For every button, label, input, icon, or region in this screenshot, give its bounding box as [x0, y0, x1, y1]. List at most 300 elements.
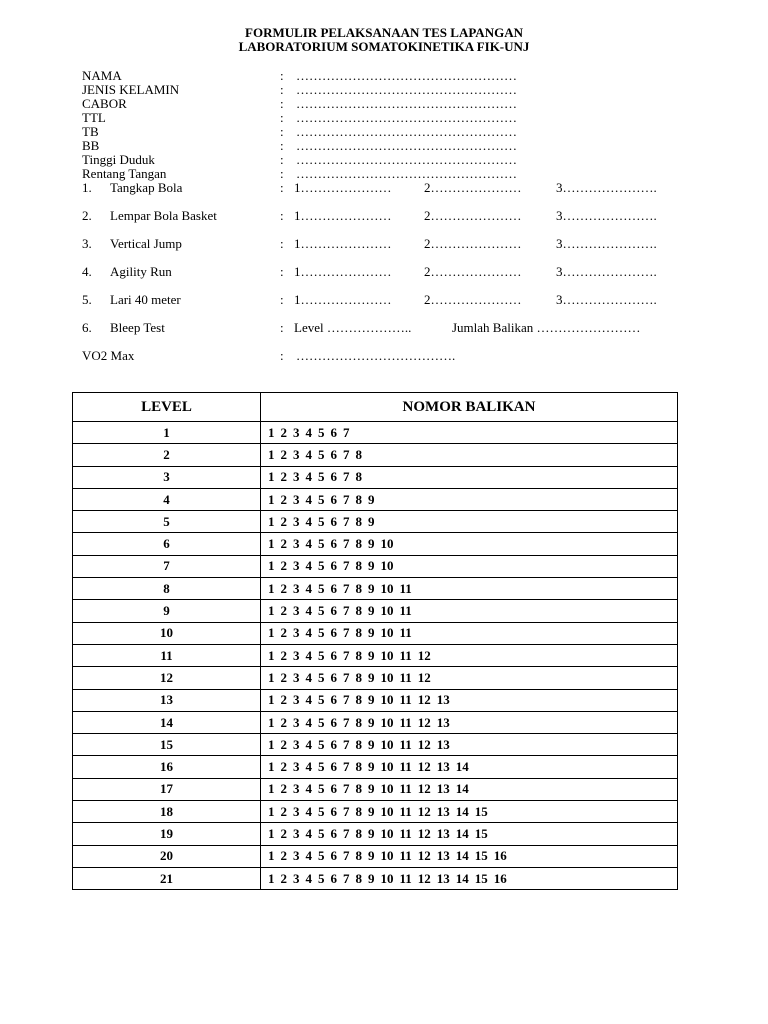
- balikan-number[interactable]: 11: [399, 625, 412, 641]
- balikan-number[interactable]: 9: [368, 580, 375, 596]
- balikan-number[interactable]: 4: [305, 491, 312, 507]
- field-blank[interactable]: ……………………………………………: [296, 138, 517, 153]
- level-cell: 10: [73, 622, 261, 644]
- balikan-number[interactable]: 10: [380, 714, 394, 730]
- table-row: [73, 511, 678, 533]
- balikan-number[interactable]: 6: [330, 625, 337, 641]
- balikan-number[interactable]: 15: [474, 825, 488, 841]
- trial-3-blank[interactable]: 3………………….: [556, 264, 657, 279]
- balikan-cell: [261, 689, 678, 711]
- balikan-number[interactable]: 4: [305, 803, 312, 819]
- balikan-number[interactable]: 1: [268, 714, 275, 730]
- balikan-number[interactable]: 4: [305, 870, 312, 886]
- balikan-number[interactable]: 14: [455, 781, 469, 797]
- balikan-number[interactable]: 13: [436, 781, 450, 797]
- balikan-number[interactable]: 2: [280, 714, 287, 730]
- balikan-number[interactable]: 8: [355, 848, 362, 864]
- balikan-number[interactable]: 7: [343, 536, 350, 552]
- balikan-number[interactable]: 2: [280, 603, 287, 619]
- balikan-number[interactable]: 4: [305, 714, 312, 730]
- balikan-number[interactable]: 9: [368, 781, 375, 797]
- balikan-number[interactable]: 1: [268, 669, 275, 685]
- balikan-number[interactable]: 1: [268, 759, 275, 775]
- balikan-number[interactable]: 8: [355, 647, 362, 663]
- table-row: [73, 533, 678, 555]
- balikan-number[interactable]: 7: [343, 870, 350, 886]
- balikan-number[interactable]: 4: [305, 848, 312, 864]
- balikan-number[interactable]: 3: [293, 558, 300, 574]
- balikan-number[interactable]: 2: [280, 692, 287, 708]
- balikan-number[interactable]: 7: [343, 781, 350, 797]
- balikan-number[interactable]: 6: [330, 647, 337, 663]
- balikan-number[interactable]: 10: [380, 558, 394, 574]
- balikan-number[interactable]: 5: [318, 647, 325, 663]
- balikan-number[interactable]: 11: [399, 692, 412, 708]
- balikan-number[interactable]: 2: [280, 536, 287, 552]
- balikan-number[interactable]: 8: [355, 536, 362, 552]
- trial-3-blank[interactable]: 3………………….: [556, 208, 657, 223]
- balikan-number[interactable]: 5: [318, 825, 325, 841]
- balikan-number[interactable]: 4: [305, 781, 312, 797]
- balikan-number[interactable]: 3: [293, 513, 300, 529]
- balikan-number[interactable]: 5: [318, 848, 325, 864]
- balikan-number[interactable]: 13: [436, 870, 450, 886]
- balikan-number[interactable]: 12: [417, 759, 431, 775]
- balikan-number[interactable]: 5: [318, 625, 325, 641]
- balikan-number[interactable]: 7: [343, 580, 350, 596]
- balikan-number[interactable]: 10: [380, 647, 394, 663]
- balikan-number[interactable]: 12: [417, 692, 431, 708]
- balikan-number[interactable]: 4: [305, 669, 312, 685]
- table-row: [73, 689, 678, 711]
- balikan-number[interactable]: 15: [474, 803, 488, 819]
- level-cell: 4: [73, 488, 261, 510]
- balikan-number[interactable]: 8: [355, 781, 362, 797]
- balikan-number[interactable]: 5: [318, 870, 325, 886]
- balikan-number[interactable]: 8: [355, 446, 362, 462]
- balikan-cell: [261, 600, 678, 622]
- balikan-number[interactable]: 11: [399, 580, 412, 596]
- balikan-number[interactable]: 8: [355, 580, 362, 596]
- balikan-number[interactable]: 5: [318, 803, 325, 819]
- balikan-number[interactable]: 1: [268, 424, 275, 440]
- balikan-number[interactable]: 6: [330, 781, 337, 797]
- balikan-number[interactable]: 5: [318, 424, 325, 440]
- level-cell: 12: [73, 667, 261, 689]
- balikan-number[interactable]: 10: [380, 825, 394, 841]
- balikan-number[interactable]: 7: [343, 759, 350, 775]
- trial-3-blank[interactable]: 3………………….: [556, 292, 657, 307]
- balikan-number[interactable]: 1: [268, 446, 275, 462]
- balikan-number[interactable]: 9: [368, 736, 375, 752]
- balikan-number[interactable]: 7: [343, 491, 350, 507]
- balikan-number[interactable]: 16: [493, 848, 507, 864]
- balikan-number[interactable]: 7: [343, 692, 350, 708]
- balikan-number[interactable]: 3: [293, 803, 300, 819]
- balikan-number[interactable]: 12: [417, 803, 431, 819]
- balikan-number[interactable]: 4: [305, 736, 312, 752]
- balikan-number[interactable]: 1: [268, 647, 275, 663]
- balikan-number[interactable]: 11: [399, 781, 412, 797]
- balikan-number[interactable]: 9: [368, 825, 375, 841]
- trial-1-blank[interactable]: 1…………………: [294, 208, 392, 223]
- balikan-number[interactable]: 12: [417, 669, 431, 685]
- balikan-number[interactable]: 5: [318, 558, 325, 574]
- table-row: [73, 555, 678, 577]
- balikan-number[interactable]: 7: [343, 625, 350, 641]
- balikan-number[interactable]: 2: [280, 446, 287, 462]
- trial-2-blank[interactable]: 2…………………: [424, 236, 522, 251]
- balikan-number[interactable]: 9: [368, 870, 375, 886]
- balikan-number[interactable]: 12: [417, 714, 431, 730]
- balikan-number[interactable]: 7: [343, 736, 350, 752]
- trial-3-blank[interactable]: 3………………….: [556, 236, 657, 251]
- balikan-number[interactable]: 8: [355, 669, 362, 685]
- field-blank[interactable]: ……………………………………………: [296, 82, 517, 97]
- balikan-number[interactable]: 8: [355, 558, 362, 574]
- balikan-number[interactable]: 9: [368, 714, 375, 730]
- balikan-number[interactable]: 7: [343, 669, 350, 685]
- balikan-number[interactable]: 10: [380, 692, 394, 708]
- balikan-number[interactable]: 11: [399, 825, 412, 841]
- balikan-number[interactable]: 2: [280, 513, 287, 529]
- balikan-number[interactable]: 4: [305, 558, 312, 574]
- balikan-number[interactable]: 7: [343, 848, 350, 864]
- balikan-number[interactable]: 5: [318, 781, 325, 797]
- balikan-number[interactable]: 3: [293, 469, 300, 485]
- balikan-number[interactable]: 5: [318, 580, 325, 596]
- balikan-number[interactable]: 14: [455, 848, 469, 864]
- balikan-number[interactable]: 3: [293, 625, 300, 641]
- balikan-number[interactable]: 8: [355, 625, 362, 641]
- balikan-number[interactable]: 11: [399, 714, 412, 730]
- balikan-number[interactable]: 4: [305, 513, 312, 529]
- balikan-number[interactable]: 2: [280, 848, 287, 864]
- balikan-number[interactable]: 6: [330, 603, 337, 619]
- field-label: BB: [82, 138, 100, 153]
- balikan-number[interactable]: 9: [368, 536, 375, 552]
- trial-2-blank[interactable]: 2…………………: [424, 264, 522, 279]
- balikan-number[interactable]: 5: [318, 469, 325, 485]
- balikan-number[interactable]: 13: [436, 848, 450, 864]
- balikan-number[interactable]: 12: [417, 736, 431, 752]
- balikan-number[interactable]: 5: [318, 491, 325, 507]
- balikan-number[interactable]: 10: [380, 759, 394, 775]
- balikan-number[interactable]: 3: [293, 536, 300, 552]
- table-row: [73, 734, 678, 756]
- balikan-number[interactable]: 5: [318, 513, 325, 529]
- field-label: NAMA: [82, 68, 122, 83]
- balikan-number[interactable]: 9: [368, 513, 375, 529]
- balikan-number[interactable]: 2: [280, 736, 287, 752]
- balikan-number[interactable]: 7: [343, 647, 350, 663]
- balikan-number[interactable]: 3: [293, 424, 300, 440]
- balikan-number[interactable]: 3: [293, 825, 300, 841]
- balikan-number[interactable]: 6: [330, 669, 337, 685]
- balikan-number[interactable]: 4: [305, 759, 312, 775]
- balikan-number[interactable]: 8: [355, 603, 362, 619]
- balikan-number[interactable]: 12: [417, 870, 431, 886]
- balikan-number[interactable]: 3: [293, 692, 300, 708]
- trial-2-blank[interactable]: 2…………………: [424, 292, 522, 307]
- field-blank[interactable]: ……………………………………………: [296, 124, 517, 139]
- balikan-number[interactable]: 6: [330, 736, 337, 752]
- balikan-number[interactable]: 2: [280, 491, 287, 507]
- balikan-number[interactable]: 9: [368, 803, 375, 819]
- balikan-number[interactable]: 10: [380, 669, 394, 685]
- level-cell: 2: [73, 444, 261, 466]
- balikan-number[interactable]: 14: [455, 825, 469, 841]
- balikan-number[interactable]: 7: [343, 469, 350, 485]
- balikan-number[interactable]: 2: [280, 803, 287, 819]
- balikan-number[interactable]: 11: [399, 848, 412, 864]
- balikan-number[interactable]: 2: [280, 647, 287, 663]
- balikan-number[interactable]: 8: [355, 870, 362, 886]
- balikan-number[interactable]: 14: [455, 870, 469, 886]
- balikan-number[interactable]: 4: [305, 469, 312, 485]
- balikan-number[interactable]: 15: [474, 870, 488, 886]
- balikan-number[interactable]: 12: [417, 825, 431, 841]
- level-blank[interactable]: Level ………………..: [294, 320, 412, 335]
- balikan-number[interactable]: 6: [330, 513, 337, 529]
- balikan-number[interactable]: 10: [380, 870, 394, 886]
- balikan-number[interactable]: 3: [293, 491, 300, 507]
- balikan-number[interactable]: 11: [399, 669, 412, 685]
- test-number: 1.: [82, 180, 92, 195]
- balikan-number[interactable]: 9: [368, 603, 375, 619]
- balikan-number[interactable]: 7: [343, 424, 350, 440]
- balikan-number[interactable]: 13: [436, 825, 450, 841]
- balikan-number[interactable]: 7: [343, 714, 350, 730]
- balikan-number[interactable]: 5: [318, 736, 325, 752]
- balikan-number[interactable]: 1: [268, 558, 275, 574]
- balikan-number[interactable]: 4: [305, 446, 312, 462]
- balikan-number[interactable]: 12: [417, 848, 431, 864]
- balikan-number[interactable]: 2: [280, 870, 287, 886]
- balikan-number[interactable]: 6: [330, 714, 337, 730]
- balikan-number[interactable]: 11: [399, 803, 412, 819]
- balikan-number[interactable]: 6: [330, 446, 337, 462]
- table-body: [73, 422, 678, 890]
- balikan-number[interactable]: 1: [268, 603, 275, 619]
- field-blank[interactable]: ……………………………………………: [296, 166, 517, 181]
- balikan-number[interactable]: 1: [268, 692, 275, 708]
- balikan-number[interactable]: 14: [455, 803, 469, 819]
- balikan-number[interactable]: 6: [330, 558, 337, 574]
- balikan-number[interactable]: 1: [268, 625, 275, 641]
- field-colon: :: [280, 320, 284, 335]
- balikan-number[interactable]: 10: [380, 736, 394, 752]
- balikan-number[interactable]: 8: [355, 491, 362, 507]
- balikan-number[interactable]: 12: [417, 647, 431, 663]
- balikan-number[interactable]: 9: [368, 625, 375, 641]
- balikan-number[interactable]: 6: [330, 870, 337, 886]
- balikan-number[interactable]: 9: [368, 692, 375, 708]
- balikan-number[interactable]: 8: [355, 759, 362, 775]
- balikan-number[interactable]: 10: [380, 781, 394, 797]
- balikan-number[interactable]: 5: [318, 692, 325, 708]
- balikan-number[interactable]: 15: [474, 848, 488, 864]
- balikan-number[interactable]: 7: [343, 446, 350, 462]
- table-row: [73, 756, 678, 778]
- field-blank[interactable]: ……………………………………………: [296, 152, 517, 167]
- balikan-number[interactable]: 10: [380, 603, 394, 619]
- balikan-number[interactable]: 4: [305, 424, 312, 440]
- field-blank[interactable]: ……………………………………………: [296, 96, 517, 111]
- balikan-number[interactable]: 1: [268, 803, 275, 819]
- balikan-number[interactable]: 7: [343, 513, 350, 529]
- balikan-number[interactable]: 8: [355, 513, 362, 529]
- field-blank[interactable]: ……………………………………………: [296, 110, 517, 125]
- balikan-number[interactable]: 3: [293, 736, 300, 752]
- balikan-number[interactable]: 10: [380, 580, 394, 596]
- trial-1-blank[interactable]: 1…………………: [294, 292, 392, 307]
- balikan-number[interactable]: 6: [330, 491, 337, 507]
- balikan-number[interactable]: 10: [380, 536, 394, 552]
- balikan-number[interactable]: 3: [293, 446, 300, 462]
- balikan-number[interactable]: 9: [368, 848, 375, 864]
- field-colon: :: [280, 236, 284, 251]
- level-cell: 18: [73, 801, 261, 823]
- balikan-number[interactable]: 2: [280, 625, 287, 641]
- balikan-number[interactable]: 11: [399, 759, 412, 775]
- balikan-number[interactable]: 2: [280, 424, 287, 440]
- balikan-number[interactable]: 5: [318, 669, 325, 685]
- table-row: [73, 578, 678, 600]
- balikan-number[interactable]: 7: [343, 603, 350, 619]
- balikan-number[interactable]: 13: [436, 759, 450, 775]
- level-cell: 19: [73, 823, 261, 845]
- balikan-cell: [261, 444, 678, 466]
- balikan-number[interactable]: 3: [293, 714, 300, 730]
- balikan-number[interactable]: 8: [355, 469, 362, 485]
- balikan-number[interactable]: 2: [280, 558, 287, 574]
- balikan-number[interactable]: 4: [305, 603, 312, 619]
- balikan-number[interactable]: 13: [436, 692, 450, 708]
- balikan-number[interactable]: 5: [318, 714, 325, 730]
- balikan-number[interactable]: 6: [330, 469, 337, 485]
- balikan-number[interactable]: 7: [343, 803, 350, 819]
- balikan-number[interactable]: 8: [355, 692, 362, 708]
- balikan-number[interactable]: 3: [293, 647, 300, 663]
- balikan-number[interactable]: 9: [368, 647, 375, 663]
- balikan-number[interactable]: 1: [268, 469, 275, 485]
- balikan-number[interactable]: 13: [436, 803, 450, 819]
- balikan-number[interactable]: 3: [293, 848, 300, 864]
- balikan-number[interactable]: 6: [330, 759, 337, 775]
- balikan-number[interactable]: 6: [330, 825, 337, 841]
- balikan-number[interactable]: 4: [305, 647, 312, 663]
- table-row: [73, 667, 678, 689]
- balikan-number[interactable]: 6: [330, 803, 337, 819]
- balikan-number[interactable]: 6: [330, 580, 337, 596]
- balikan-number[interactable]: 1: [268, 736, 275, 752]
- balikan-number[interactable]: 5: [318, 759, 325, 775]
- balikan-number[interactable]: 2: [280, 759, 287, 775]
- jumlah-balikan-blank[interactable]: Jumlah Balikan ……………………: [452, 320, 641, 335]
- balikan-number[interactable]: 12: [417, 781, 431, 797]
- balikan-number[interactable]: 3: [293, 669, 300, 685]
- balikan-number[interactable]: 1: [268, 536, 275, 552]
- balikan-number[interactable]: 5: [318, 603, 325, 619]
- balikan-number[interactable]: 13: [436, 714, 450, 730]
- balikan-number[interactable]: 3: [293, 870, 300, 886]
- balikan-number[interactable]: 11: [399, 870, 412, 886]
- balikan-number[interactable]: 1: [268, 825, 275, 841]
- balikan-number[interactable]: 11: [399, 647, 412, 663]
- balikan-number[interactable]: 2: [280, 469, 287, 485]
- balikan-number[interactable]: 6: [330, 424, 337, 440]
- balikan-number[interactable]: 10: [380, 625, 394, 641]
- balikan-number[interactable]: 9: [368, 669, 375, 685]
- trial-2-blank[interactable]: 2…………………: [424, 180, 522, 195]
- balikan-number[interactable]: 9: [368, 491, 375, 507]
- vo2-blank[interactable]: ……………………………….: [296, 348, 456, 363]
- balikan-number[interactable]: 8: [355, 714, 362, 730]
- balikan-number[interactable]: 6: [330, 692, 337, 708]
- balikan-number[interactable]: 14: [455, 759, 469, 775]
- balikan-number[interactable]: 9: [368, 759, 375, 775]
- balikan-number[interactable]: 7: [343, 825, 350, 841]
- balikan-number[interactable]: 4: [305, 692, 312, 708]
- balikan-number[interactable]: 1: [268, 580, 275, 596]
- level-cell: 14: [73, 711, 261, 733]
- balikan-number[interactable]: 3: [293, 580, 300, 596]
- level-cell: 3: [73, 466, 261, 488]
- balikan-number[interactable]: 4: [305, 536, 312, 552]
- balikan-number[interactable]: 3: [293, 759, 300, 775]
- balikan-number[interactable]: 4: [305, 625, 312, 641]
- balikan-number[interactable]: 5: [318, 446, 325, 462]
- balikan-number[interactable]: 5: [318, 536, 325, 552]
- balikan-number[interactable]: 6: [330, 536, 337, 552]
- balikan-number[interactable]: 13: [436, 736, 450, 752]
- balikan-number[interactable]: 4: [305, 580, 312, 596]
- balikan-number[interactable]: 2: [280, 781, 287, 797]
- field-blank[interactable]: ……………………………………………: [296, 68, 517, 83]
- balikan-number[interactable]: 10: [380, 848, 394, 864]
- balikan-number[interactable]: 1: [268, 848, 275, 864]
- balikan-number[interactable]: 2: [280, 669, 287, 685]
- trial-1-blank[interactable]: 1…………………: [294, 264, 392, 279]
- balikan-number[interactable]: 2: [280, 825, 287, 841]
- balikan-number[interactable]: 16: [493, 870, 507, 886]
- trial-3-blank[interactable]: 3………………….: [556, 180, 657, 195]
- trial-1-blank[interactable]: 1…………………: [294, 180, 392, 195]
- balikan-number[interactable]: 11: [399, 603, 412, 619]
- balikan-number[interactable]: 3: [293, 603, 300, 619]
- balikan-cell: [261, 422, 678, 444]
- balikan-number[interactable]: 1: [268, 513, 275, 529]
- balikan-number[interactable]: 9: [368, 558, 375, 574]
- balikan-number[interactable]: 2: [280, 580, 287, 596]
- balikan-number[interactable]: 3: [293, 781, 300, 797]
- trial-1-blank[interactable]: 1…………………: [294, 236, 392, 251]
- balikan-number[interactable]: 11: [399, 736, 412, 752]
- balikan-number[interactable]: 8: [355, 825, 362, 841]
- trial-2-blank[interactable]: 2…………………: [424, 208, 522, 223]
- balikan-number[interactable]: 1: [268, 781, 275, 797]
- balikan-number[interactable]: 7: [343, 558, 350, 574]
- balikan-number[interactable]: 10: [380, 803, 394, 819]
- bleep-level-table: [72, 392, 678, 890]
- balikan-number[interactable]: 4: [305, 825, 312, 841]
- balikan-number[interactable]: 8: [355, 803, 362, 819]
- balikan-number[interactable]: 8: [355, 736, 362, 752]
- balikan-number[interactable]: 6: [330, 848, 337, 864]
- balikan-number[interactable]: 1: [268, 491, 275, 507]
- balikan-number[interactable]: 1: [268, 870, 275, 886]
